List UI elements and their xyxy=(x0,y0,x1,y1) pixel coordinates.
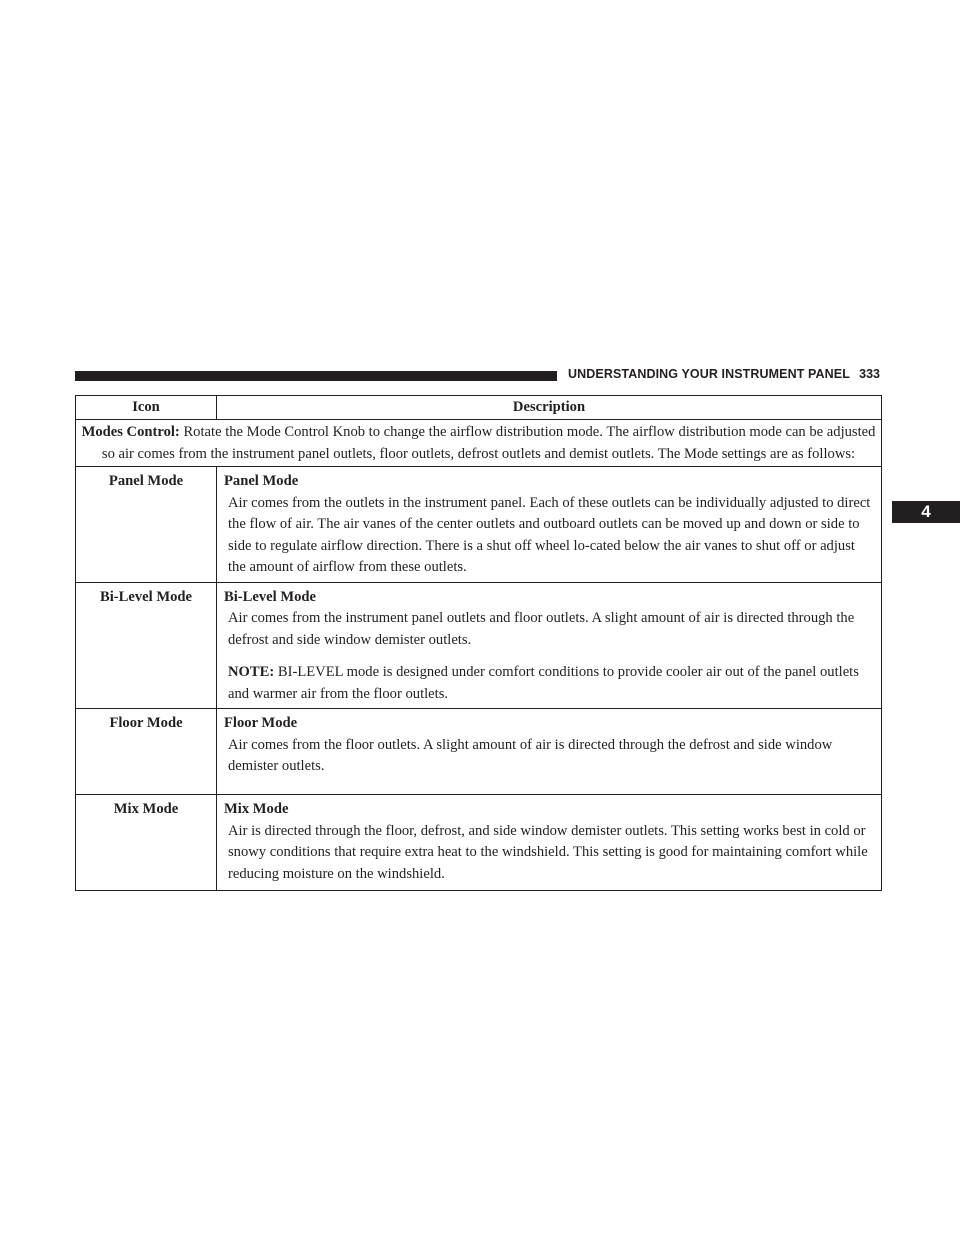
mix-mode-description xyxy=(217,795,882,891)
page-number: 333 xyxy=(859,367,880,381)
intro-text: Rotate the Mode Control Knob to change the airflow distribution mode. The airflow distribution mode can be adjusted so air comes from the instrument panel outlets, floor outlets, defrost outlets and demist outlets. The Mode settings are as follows: xyxy=(101,424,876,462)
column-header-icon: Icon xyxy=(76,396,217,420)
page-header xyxy=(75,366,880,388)
column-header-description: Description xyxy=(217,396,882,420)
panel-mode-description xyxy=(217,467,882,583)
floor-mode-description xyxy=(217,709,882,795)
intro-label: Modes Control: xyxy=(81,424,180,440)
note-text: BI-LEVEL mode is designed under comfort conditions to provide cooler air out of the panel outlets and warmer air from the floor outlets. xyxy=(228,664,859,702)
mode-body: Air comes from the outlets in the instrument panel. Each of these outlets can be individually adjusted to direct the flow of air. The air vanes of the center outlets and outboard outlets can be moved up and down or side to side to regulate airflow direction. There is a shut off wheel lo-cated below the air vanes to shut off or adjust the amount of airflow from these outlets. xyxy=(228,494,871,575)
mode-title: Panel Mode xyxy=(224,473,299,489)
mode-title: Bi-Level Mode xyxy=(224,588,317,605)
modes-table xyxy=(75,395,882,891)
panel-mode-icon-label: Panel Mode xyxy=(76,467,217,583)
floor-mode-icon-label: Floor Mode xyxy=(76,709,217,795)
table-row xyxy=(76,709,882,795)
table-header-row xyxy=(76,396,882,420)
mode-body: Air comes from the instrument panel outlets and floor outlets. A slight amount of air is directed through the defrost and side window demister outlets. xyxy=(228,610,855,648)
bi-level-mode-description xyxy=(217,582,882,709)
mode-title: Mix Mode xyxy=(224,801,289,817)
section-title: UNDERSTANDING YOUR INSTRUMENT PANEL xyxy=(568,367,850,381)
table-row xyxy=(76,582,882,709)
header-rule-bar xyxy=(75,371,557,381)
modes-control-intro xyxy=(76,420,882,467)
mix-mode-icon-label: Mix Mode xyxy=(76,795,217,891)
note xyxy=(225,662,873,705)
mode-body: Air is directed through the floor, defrost, and side window demister outlets. This setting works best in cold or snowy conditions that require extra heat to the windshield. This setting is good for maintaining comfort while reducing moisture on the windshield. xyxy=(228,822,868,882)
note-label: NOTE: xyxy=(228,664,275,680)
intro-row xyxy=(76,420,882,467)
mode-body: Air comes from the floor outlets. A slight amount of air is directed through the defrost and side window demister outlets. xyxy=(228,736,833,774)
chapter-tab: 4 xyxy=(892,501,960,523)
table-row xyxy=(76,795,882,891)
mode-title: Floor Mode xyxy=(224,715,298,731)
table-row xyxy=(76,467,882,583)
bi-level-mode-icon-label: Bi-Level Mode xyxy=(76,582,217,709)
